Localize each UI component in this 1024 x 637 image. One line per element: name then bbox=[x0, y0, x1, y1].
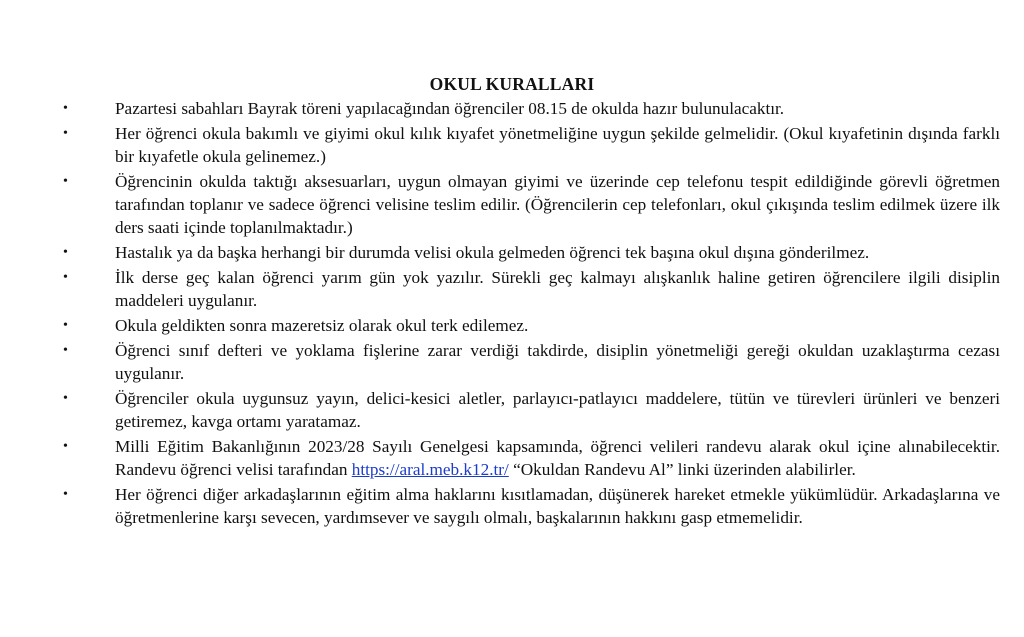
bullet-icon: • bbox=[63, 391, 68, 406]
list-item bbox=[60, 266, 1000, 312]
bullet-icon: • bbox=[63, 270, 68, 285]
rule-text: İlk derse geç kalan öğrenci yarım gün yok yazılır. Sürekli geç kalmayı alışkanlık haline getiren öğrencilere ilgili disiplin maddeleri uygulanır. bbox=[115, 268, 1000, 310]
rule-text: Öğrenciler okula uygunsuz yayın, delici-kesici aletler, parlayıcı-patlayıcı maddelere, tütün ve türevleri ürünleri ve benzeri getiremez, kavga ortamı yaratamaz. bbox=[115, 389, 1000, 431]
rule-text-after-link: “Okuldan Randevu Al” linki üzerinden alabilirler. bbox=[508, 460, 856, 479]
rule-text-before-link: Milli Eğitim Bakanlığının 2023/28 Sayılı Genelgesi kapsamında, öğrenci velileri randevu alarak okul içine alınabilecektir. Randevu öğrenci velisi tarafından bbox=[115, 437, 1000, 479]
list-item bbox=[60, 435, 1000, 481]
rule-text: Öğrencinin okulda taktığı aksesuarları, uygun olmayan giyimi ve üzerinde cep telefonu tespit edildiğinde görevli öğretmen tarafından toplanır ve sadece öğrenci velisine teslim edilir. (Öğrencilerin cep telefonları, okul çıkışında teslim edilmek üzere ilk ders saati içinde toplanılmaktadır.) bbox=[115, 172, 1000, 237]
bullet-icon: • bbox=[63, 439, 68, 454]
bullet-icon: • bbox=[63, 126, 68, 141]
list-item bbox=[60, 170, 1000, 239]
list-item bbox=[60, 241, 1000, 264]
list-item bbox=[60, 97, 1000, 120]
rule-text: Her öğrenci diğer arkadaşlarının eğitim alma haklarını kısıtlamadan, düşünerek hareket etmekle yükümlüdür. Arkadaşlarına ve öğretmenlerine karşı sevecen, yardımsever ve saygılı olmalı, başkalarının hakkını gasp etmemelidir. bbox=[115, 485, 1000, 527]
bullet-icon: • bbox=[63, 343, 68, 358]
list-item bbox=[60, 314, 1000, 337]
bullet-icon: • bbox=[63, 245, 68, 260]
list-item bbox=[60, 122, 1000, 168]
list-item bbox=[60, 483, 1000, 529]
bullet-icon: • bbox=[63, 318, 68, 333]
bullet-icon: • bbox=[63, 487, 68, 502]
rules-list bbox=[60, 97, 1000, 531]
page-title: OKUL KURALLARI bbox=[429, 74, 595, 94]
list-item bbox=[60, 387, 1000, 433]
rule-text: Her öğrenci okula bakımlı ve giyimi okul kılık kıyafet yönetmeliğine uygun şekilde gelmelidir. (Okul kıyafetinin dışında farklı bir kıyafetle okula gelinemez.) bbox=[115, 124, 1000, 166]
bullet-icon: • bbox=[63, 101, 68, 116]
appointment-link[interactable]: https://aral.meb.k12.tr/ bbox=[351, 460, 509, 479]
rule-text: Hastalık ya da başka herhangi bir durumda velisi okula gelmeden öğrenci tek başına okul dışına gönderilmez. bbox=[115, 243, 870, 262]
rule-text: Pazartesi sabahları Bayrak töreni yapılacağından öğrenciler 08.15 de okulda hazır bulunulacaktır. bbox=[115, 99, 785, 118]
rule-text: Öğrenci sınıf defteri ve yoklama fişlerine zarar verdiği takdirde, disiplin yönetmeliği gereği okuldan uzaklaştırma cezası uygulanır. bbox=[115, 341, 1000, 383]
list-item bbox=[60, 339, 1000, 385]
bullet-icon: • bbox=[63, 174, 68, 189]
rule-text: Okula geldikten sonra mazeretsiz olarak okul terk edilemez. bbox=[115, 316, 529, 335]
